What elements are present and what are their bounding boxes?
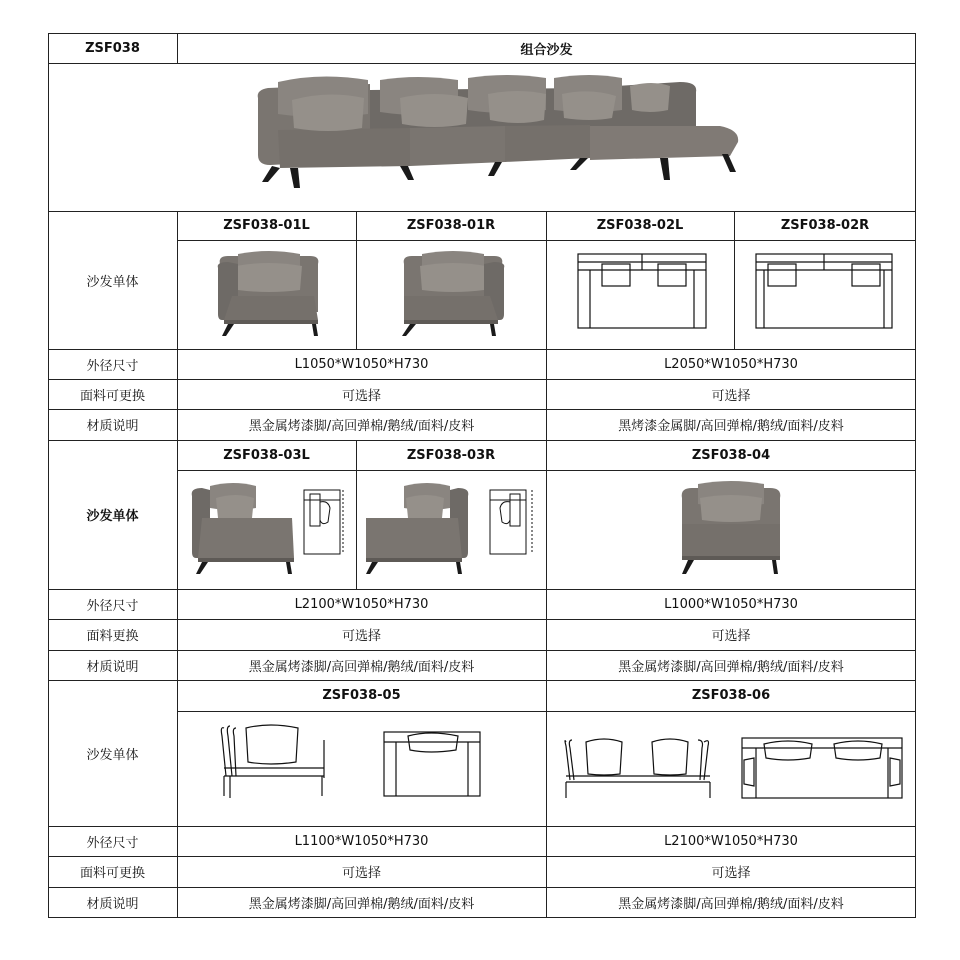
two-seat-line-drawing	[576, 250, 708, 332]
single-seat-front-drawing	[216, 722, 328, 802]
row-label: 外径尺寸	[86, 598, 139, 614]
model-code: ZSF038-02L	[596, 218, 684, 233]
row-value: 可选择	[341, 866, 381, 881]
chaise-line-drawing	[300, 488, 346, 560]
row-value: 可选择	[341, 629, 381, 644]
chaise-image	[188, 478, 296, 576]
row-value: L2100*W1050*H730	[664, 833, 798, 849]
row-label: 外径尺寸	[86, 835, 139, 851]
two-seat-top-drawing	[740, 734, 904, 802]
chaise-image	[364, 478, 472, 576]
armchair-image	[214, 248, 324, 340]
model-code: ZSF038-01R	[406, 218, 496, 233]
row-value: 黑烤漆金属脚/高回弹棉/鹅绒/面料/皮料	[618, 419, 844, 434]
row-value: L1050*W1050*H730	[294, 356, 429, 372]
model-code: ZSF038-01L	[223, 218, 310, 233]
row-label: 材质说明	[86, 659, 139, 675]
row-value: 可选择	[711, 629, 751, 644]
two-seat-line-drawing	[754, 250, 894, 332]
armchair-image	[398, 248, 508, 340]
row-label: 面料更换	[86, 629, 139, 644]
section3-label: 沙发单体	[86, 747, 139, 763]
row-value: L1000*W1050*H730	[664, 596, 798, 612]
row-value: 黑金属烤漆脚/高回弹棉/鹅绒/面料/皮料	[248, 419, 475, 434]
row-value: 黑金属烤漆脚/高回弹棉/鹅绒/面料/皮料	[618, 659, 844, 675]
row-value: L2050*W1050*H730	[664, 356, 798, 372]
row-label: 面料可更换	[79, 866, 145, 881]
row-value: 黑金属烤漆脚/高回弹棉/鹅绒/面料/皮料	[248, 659, 475, 675]
row-label: 材质说明	[86, 897, 139, 912]
product-code: ZSF038	[85, 40, 140, 56]
row-label: 材质说明	[86, 419, 139, 434]
model-code: ZSF038-03L	[223, 447, 310, 463]
model-code: ZSF038-02R	[780, 218, 870, 233]
model-code: ZSF038-06	[691, 688, 771, 703]
row-value: 可选择	[341, 388, 381, 404]
model-code: ZSF038-03R	[406, 447, 496, 463]
row-label: 面料可更换	[79, 388, 145, 404]
row-value: L1100*W1050*H730	[294, 833, 429, 849]
row-value: L2100*W1050*H730	[294, 596, 429, 612]
armless-chair-image	[678, 478, 784, 576]
chaise-line-drawing	[486, 488, 536, 560]
row-value: 可选择	[711, 866, 751, 881]
row-label: 外径尺寸	[86, 358, 139, 374]
row-value: 黑金属烤漆脚/高回弹棉/鹅绒/面料/皮料	[618, 897, 844, 912]
section1-label: 沙发单体	[86, 274, 139, 290]
model-code: ZSF038-05	[322, 688, 401, 703]
two-seat-front-drawing	[562, 730, 714, 802]
model-code: ZSF038-04	[691, 447, 771, 463]
row-value: 黑金属烤漆脚/高回弹棉/鹅绒/面料/皮料	[248, 897, 475, 912]
single-seat-top-drawing	[382, 728, 482, 800]
sectional-sofa-image	[250, 70, 740, 210]
section2-label: 沙发单体	[86, 509, 139, 524]
row-value: 可选择	[711, 388, 751, 404]
page-title: 组合沙发	[520, 42, 573, 58]
